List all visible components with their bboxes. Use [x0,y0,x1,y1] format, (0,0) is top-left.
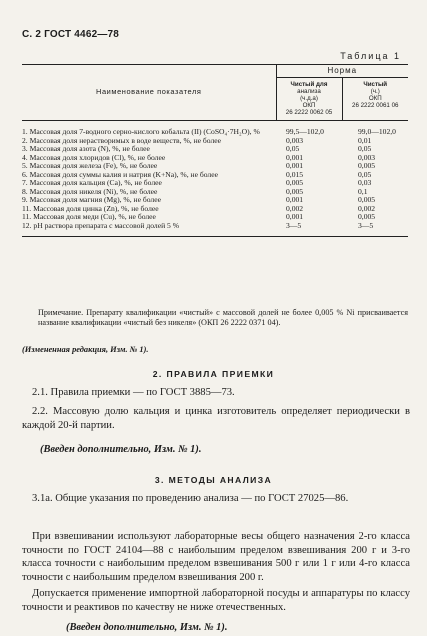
row-name: 1. Массовая доля 7-водного серно-кислого кобальта (II) (CoSO₄·7H₂O), % [22,127,260,137]
row-value-pure: 3—5 [342,222,408,237]
table-row [22,222,408,237]
row-value-analysis: 0,001 [286,161,304,171]
col2-line2: (ч.) [370,88,380,96]
section-2-edit-mark: (Введен дополнительно, Изм. № 1). [40,444,202,455]
row-value-analysis: 0,002 [286,203,304,213]
row-value-analysis: 0,003 [286,135,304,145]
page-header: С. 2 ГОСТ 4462—78 [22,29,120,40]
col1-line1: Чистый для [290,80,328,88]
row-value-pure: 0,003 [358,152,376,162]
column-header-norm: Норма [276,65,408,78]
row-name: 4. Массовая доля хлоридов (Cl), %, не более [22,152,166,162]
row-value-analysis: 99,5—102,0 [286,127,324,137]
note-text: Примечание. Препарату квалификации «чистый» с массовой долей не более 0,005 % Ni присваивается название квалификации «чистый без никеля» (ОКП 26 2222 0371 04). [38,308,408,327]
row-value-pure: 0,03 [358,178,372,188]
row-value-analysis: 0,005 [286,186,304,196]
row-value-analysis: 0,001 [286,152,304,162]
row-value-analysis: 0,005 [286,178,304,188]
col2-line4: 26 2222 0061 06 [352,102,399,110]
row-name: 6. Массовая доля суммы калия и натрия (K+Na), %, не более [22,169,218,179]
section-2-title: 2. ПРАВИЛА ПРИЕМКИ [152,369,275,379]
row-name: 7. Массовая доля кальция (Ca), %, не более [22,178,162,188]
spec-table [22,64,408,237]
section-3-edit-mark: (Введен дополнительно, Изм. № 1). [66,622,228,633]
note-edit-mark: (Измененная редакция, Изм. № 1). [22,345,149,354]
row-name: 2. Массовая доля нерастворимых в воде веществ, %, не более [22,135,221,145]
row-value-analysis: 0,001 [286,212,304,222]
row-name: 11. Массовая доля цинка (Zn), %, не более [22,203,159,213]
column-header-pure-analysis [276,77,342,120]
row-name: 12. pH раствора препарата с массовой долей 5 % [22,222,276,237]
column-header-name: Наименование показателя [22,65,276,121]
col1-line2: анализа [297,88,321,96]
row-value-pure: 0,1 [358,186,368,196]
table-note [22,308,408,328]
col2-line1: Чистый [363,80,388,88]
row-name: 3. Массовая доля азота (N), %, не более [22,144,150,154]
row-name: 11. Массовая доля меди (Cu), %, не более [22,212,156,222]
row-value-analysis: 0,05 [286,144,300,154]
col1-line5: 26 2222 0062 05 [285,109,333,117]
row-name: 9. Массовая доля магния (Mg), %, не более [22,195,161,205]
row-value-pure: 0,005 [358,161,376,171]
row-name: 5. Массовая доля железа (Fe), %, не более [22,161,158,171]
section-3-paragraph-1: 3.1а. Общие указания по проведению анализа — по ГОСТ 27025—86. [32,493,349,504]
row-value-pure: 99,0—102,0 [358,127,396,137]
row-value-analysis: 0,001 [286,195,304,205]
row-name: 8. Массовая доля никеля (Ni), %, не более [22,186,158,196]
row-value-pure: 0,01 [358,135,372,145]
row-value-pure: 0,002 [358,203,376,213]
table-label: Таблица 1 [340,51,401,61]
section-3-paragraph-2: При взвешивании используют лабораторные весы общего назначения 2-го класса точности по ГОСТ 24104—88 с наибольшим пределом взвешивания 200 г и 3-го класса точности с наибольшим пределом взвешивания 500 г или 1 г или 4-го класса точности с наибольшим пределом взвешивания 200 г. [22,531,410,583]
section-2-paragraph-2: 2.2. Массовую долю кальция и цинка изготовитель определяет периодически в каждой 20-й партии. [22,406,410,431]
row-value-pure: 0,005 [358,195,376,205]
col1-line4: ОКП [302,102,316,110]
row-value-analysis: 3—5 [276,222,342,237]
row-value-pure: 0,05 [358,144,372,154]
section-2-paragraph-1: 2.1. Правила приемки — по ГОСТ 3885—73. [32,387,235,398]
row-value-pure: 0,005 [358,212,376,222]
column-header-pure [342,77,408,120]
col2-line3: ОКП [368,95,382,103]
row-value-pure: 0,05 [358,169,372,179]
section-3-title: 3. МЕТОДЫ АНАЛИЗА [154,475,273,485]
col1-line3: (ч.д.а) [300,95,318,103]
row-value-analysis: 0,015 [286,169,304,179]
section-3-paragraph-3: Допускается применение импортной лабораторной посуды и аппаратуры по классу точности и реактивов по качеству не ниже отечественных. [22,588,410,613]
